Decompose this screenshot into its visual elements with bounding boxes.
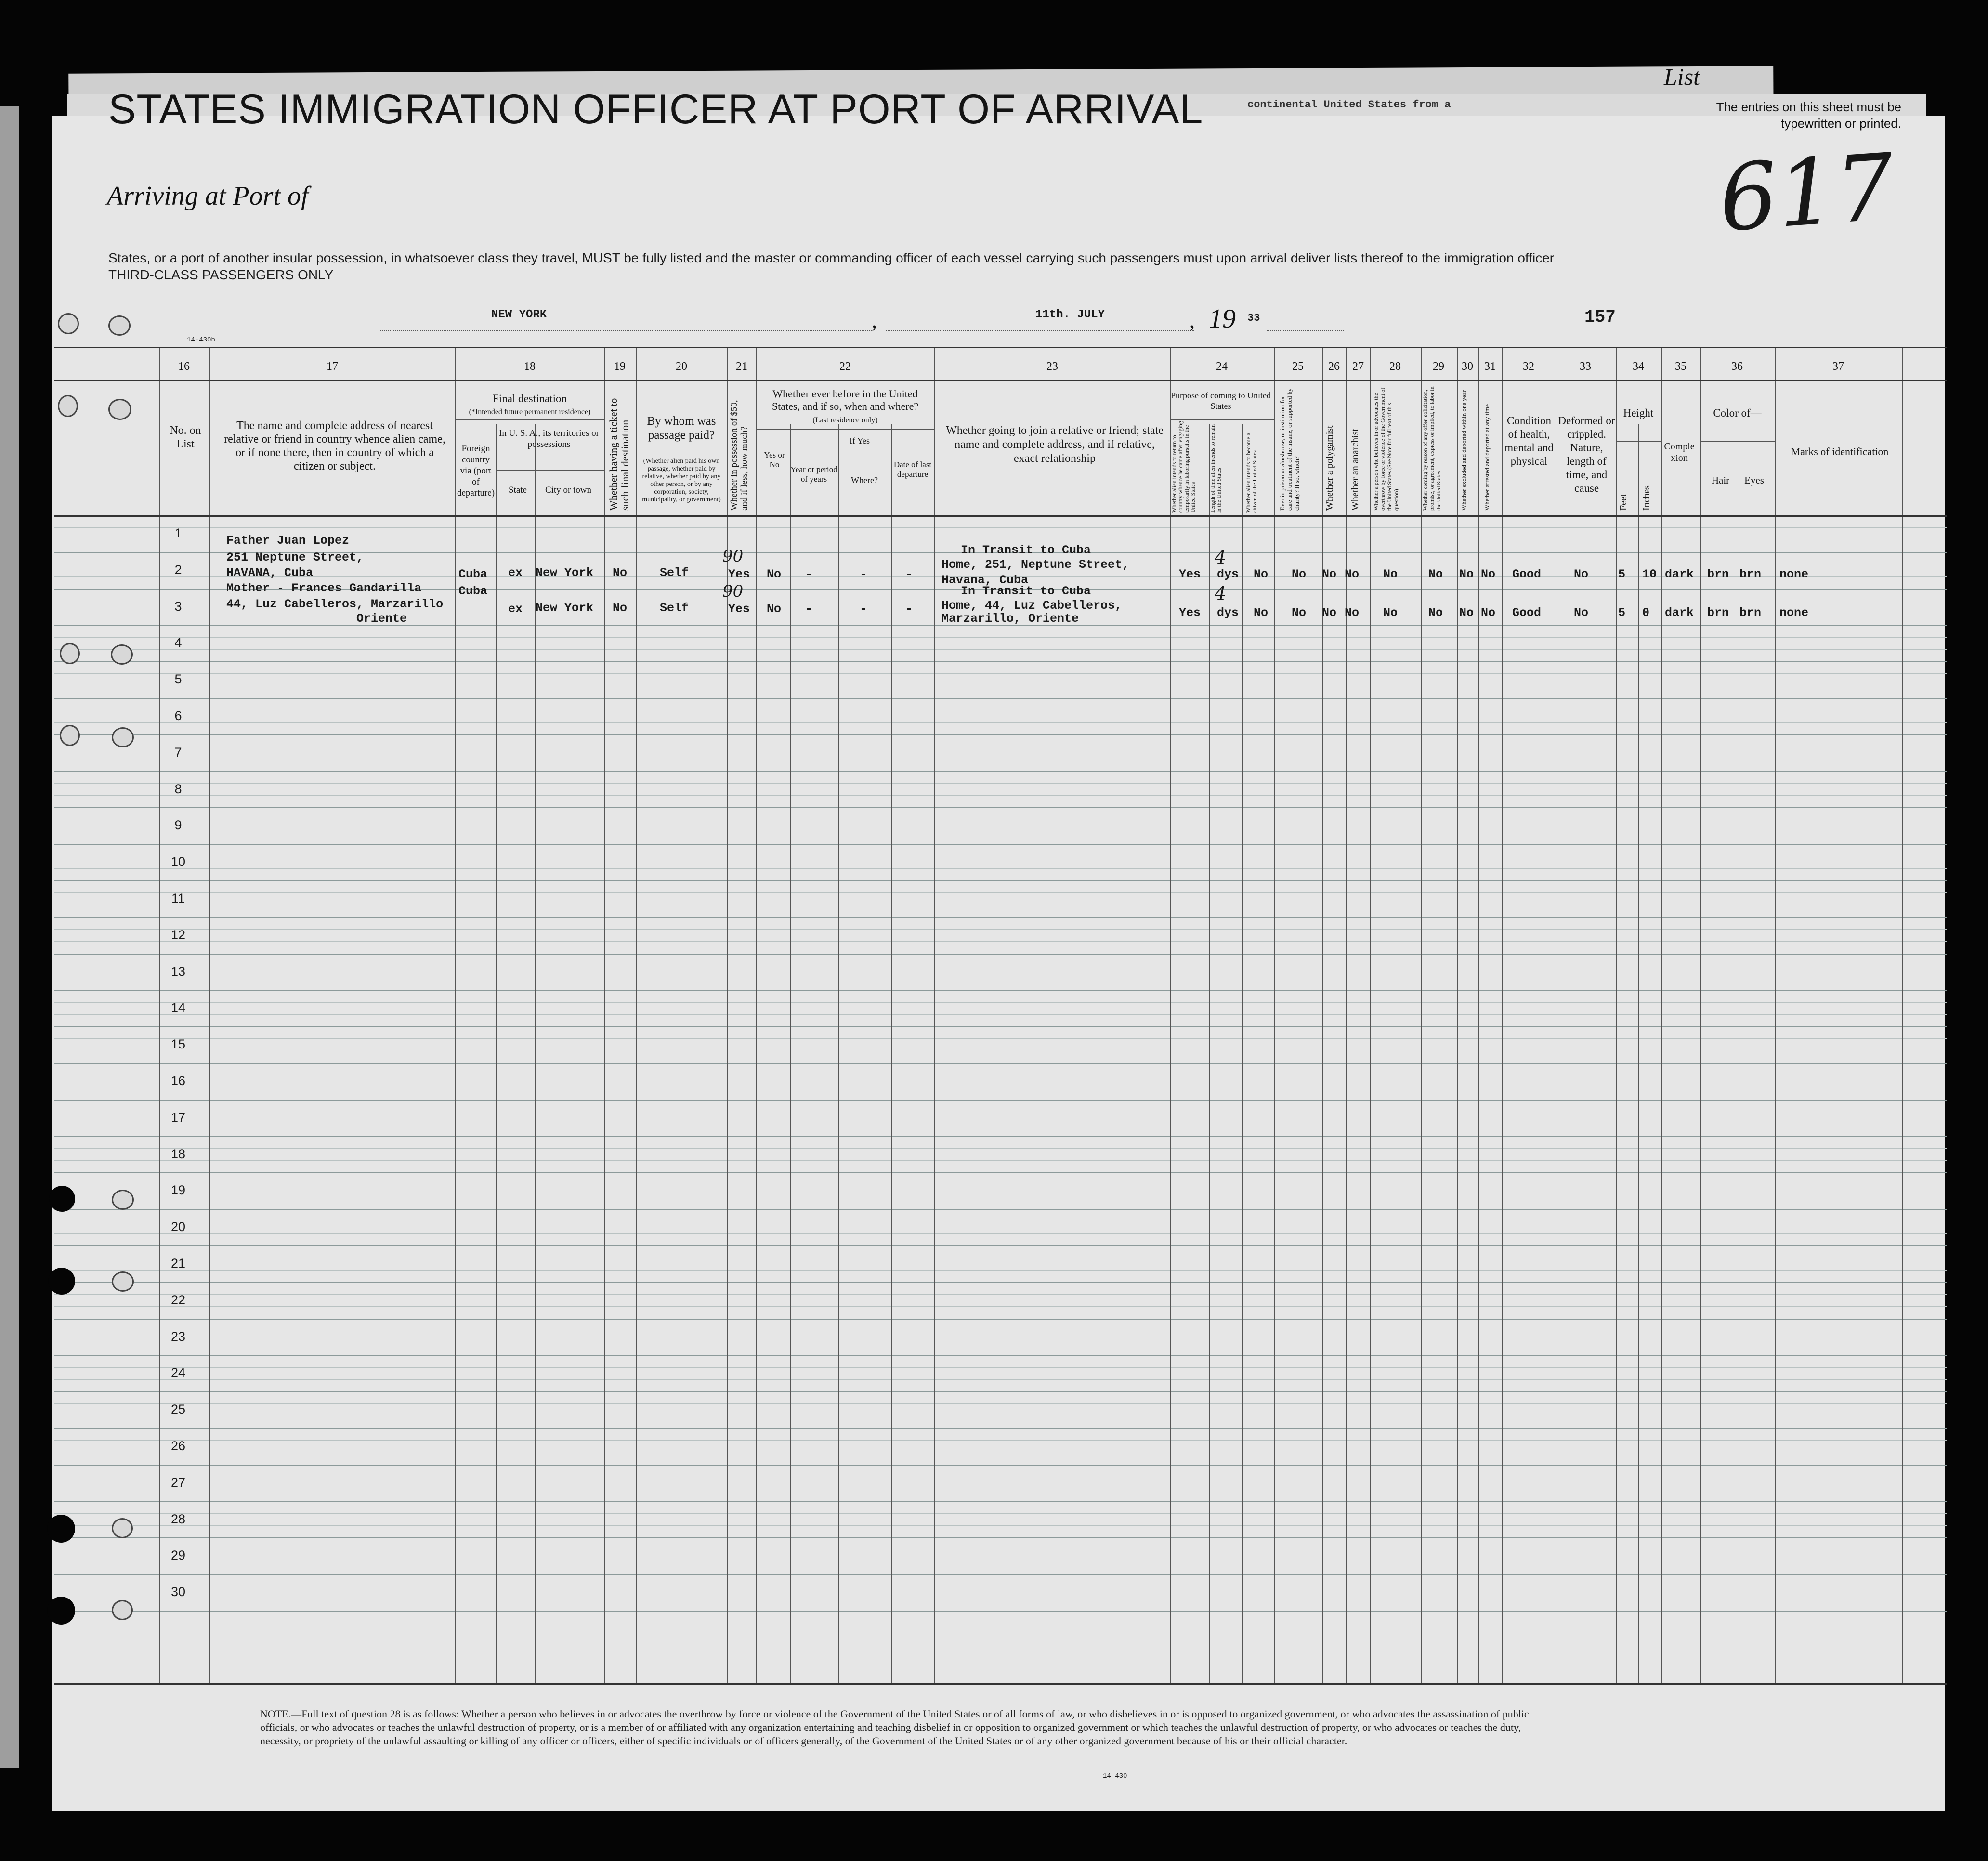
punch-hole [112,1271,134,1292]
punch-hole [112,1518,133,1538]
overthrow: No [1383,567,1398,581]
header-if-yes: If Yes [849,436,870,446]
subheader-divider [496,470,604,471]
header-hair: Hair [1711,474,1730,486]
column-divider [1242,424,1243,1683]
column-number: 18 [524,360,536,373]
column-divider [1346,347,1347,1683]
header-polygamist: Whether a polygamist [1324,425,1335,511]
header-marks: Marks of identification [1791,446,1889,458]
header-date-departure: Date of last departure [893,460,932,479]
punch-hole [60,725,80,746]
where: - [860,602,867,616]
row-number: 30 [170,1585,186,1599]
column-divider [1421,347,1422,1683]
typewritten-notice: The entries on this sheet must be typewritten or printed. [1716,100,1901,131]
header-deformed: Deformed or crippled. Nature, length of time, and cause [1558,415,1615,494]
row-number: 4 [174,635,182,650]
punch-hole [60,643,80,664]
joining-line2: Home, 251, Neptune Street, [942,558,1130,572]
relative-city: Oriente [356,612,407,626]
page-number: 157 [1584,307,1616,327]
health: Good [1512,567,1542,581]
header-in-usa: In U. S. A., its territories or possessions [499,428,599,449]
subheader-divider [756,429,934,430]
column-divider [1478,347,1479,1683]
header-feet: Feet [1618,494,1629,511]
column-number: 29 [1433,360,1444,373]
header-overthrow: Whether a person who believes in or advocates the overthrow by force or violence of the Government of the United States (See Note for full text of this question) [1373,387,1399,511]
row-number: 3 [174,599,182,614]
ruled-line [54,1513,1947,1514]
row-number: 9 [174,818,182,833]
deformed: No [1574,567,1589,581]
ever-in-us: No [767,567,782,581]
column-divider [496,424,497,1683]
height-inches: 0 [1642,606,1650,620]
column-number: 36 [1731,360,1743,373]
health: Good [1512,606,1542,620]
row-number: 12 [170,927,186,942]
length-stay: dys [1217,606,1239,620]
header-money: Whether in possession of $50, and if less, how much? [729,400,749,511]
polygamist: No [1322,606,1337,620]
row-number: 25 [170,1402,186,1417]
ruled-line [54,698,1947,699]
ruled-line [54,783,1947,784]
polygamist: No [1322,567,1337,581]
column-divider [455,347,456,1683]
header-yes-no: Yes or No [764,450,785,469]
list-number-handwritten: 617 [1715,133,1897,252]
header-prison: Ever in prison or almshouse, or institution for care and treatment of the insane, or supported by charity? If so, which? [1279,388,1300,511]
passage-paid: Self [660,566,689,580]
ruled-line [54,1428,1947,1429]
ruled-line [54,1501,1947,1502]
ruled-line [54,1172,1947,1173]
column-divider [1700,347,1701,1683]
relative-street: 44, Luz Cabelleros, Marzarillo [226,597,444,611]
instruction-line: States, or a port of another insular possession, in whatsoever class they travel, MUST be fully listed and the master or commanding officer of each vessel carrying such passengers must upon arrival deliver lists thereof to the immigration officer [108,250,1555,265]
arrested: No [1481,567,1496,581]
punch-hole [49,1186,75,1212]
header-complexion: Complexion [1664,441,1695,463]
ruled-line [54,1270,1947,1271]
ruled-line [54,771,1947,772]
punch-hole [58,313,79,334]
column-number: 24 [1216,360,1228,373]
subheader-divider [1700,441,1775,442]
joining-line3: Marzarillo, Oriente [942,612,1079,626]
city: New York [536,566,594,580]
eye-color: brn [1740,567,1762,581]
ruled-line [54,1306,1947,1307]
year: - [805,602,813,616]
column-divider [1638,424,1639,1683]
ruled-line [54,637,1947,638]
punch-hole [48,1268,75,1295]
column-number: 20 [676,360,687,373]
year: - [805,567,813,581]
column-divider [1370,347,1371,1683]
punch-hole [108,399,131,420]
row-number: 29 [170,1548,186,1563]
passage-paid: Self [660,601,689,615]
comma-2: , [1190,309,1195,332]
city: New York [536,601,594,615]
money-handwritten: 90 [722,582,744,601]
ruled-line [54,1319,1947,1320]
ruled-line [54,527,1947,528]
ruled-line [54,1355,1947,1356]
table-bottom-border [54,1683,1947,1685]
column-divider [790,424,791,1683]
ruled-line [54,1525,1947,1526]
row-number: 28 [170,1511,186,1526]
row-number: 16 [170,1074,186,1088]
port-line [380,330,872,331]
header-purpose: Purpose of coming to United States [1171,391,1271,411]
anarchist: No [1345,567,1360,581]
ruled-line [54,844,1947,845]
joining-line2: Home, 44, Luz Cabelleros, [942,599,1123,613]
column-divider [1902,347,1903,1683]
relative-name: Mother - Frances Gandarilla [226,581,422,595]
ruled-line [54,1063,1947,1064]
ruled-line [54,1294,1947,1295]
money: Yes [728,567,750,581]
ruled-line [54,1440,1947,1441]
citizen-intent: No [1254,606,1269,620]
column-number: 26 [1328,360,1340,373]
header-citizen-intent: Whether alien intends to become a citizen of the United States [1245,432,1258,513]
ruled-line [54,1002,1947,1003]
punch-hole [58,395,78,417]
header-final-destination-note: (*Intended future permanent residence) [469,408,591,416]
hair-color: brn [1707,606,1729,620]
row-number: 27 [170,1475,186,1490]
column-number: 19 [614,360,626,373]
punch-hole [47,1597,75,1625]
row-number: 8 [174,781,182,796]
ruled-line [54,1611,1947,1612]
column-number: 30 [1462,360,1473,373]
header-offer: Whether coming by reason of any offer, solicitation, promise, or agreement, express or implied, to labor in the United States [1422,386,1442,511]
ruled-line [54,1391,1947,1392]
return-intent: Yes [1179,567,1201,581]
money: Yes [728,602,750,616]
column-divider [838,424,839,1683]
column-divider [1616,347,1617,1683]
column-number: 16 [178,360,190,373]
header-city: City or town [545,485,592,495]
column-number: 31 [1484,360,1496,373]
header-no-on-list: No. on List [170,424,201,450]
column-number: 28 [1389,360,1401,373]
column-number-border [54,380,1947,381]
year-line [1267,330,1344,331]
column-divider [604,347,605,1683]
comma: , [872,309,877,332]
arrested: No [1481,606,1496,620]
header-bottom-border [54,515,1947,517]
ruled-line [54,661,1947,662]
ruled-line [54,795,1947,796]
punch-hole [112,1190,134,1210]
column-number: 21 [736,360,747,373]
ruled-line [54,1403,1947,1404]
header-relative-address: The name and complete address of nearest relative or friend in country whence alien came, or if none there, then in country of which a citizen or subject. [224,419,445,472]
prison: No [1292,606,1307,620]
column-divider [636,347,637,1683]
relative-street: 251 Neptune Street, [226,550,364,564]
ruled-line [54,917,1947,918]
header-passage-paid-note: (Whether alien paid his own passage, whether paid by relative, whether paid by any other person, or by any corporation, society, municipality, or government) [642,458,721,503]
ruled-line [54,1233,1947,1234]
column-divider [934,347,935,1683]
ruled-line [54,807,1947,808]
row-number: 2 [174,562,182,577]
class-line: THIRD-CLASS PASSENGERS ONLY [108,267,334,282]
column-divider [1209,424,1210,1683]
offer: No [1428,567,1443,581]
row-number: 13 [170,964,186,979]
ruled-line [54,1367,1947,1368]
form-code-top: 14-430b [187,336,215,344]
height-feet: 5 [1618,567,1626,581]
header-last-residence: (Last residence only) [812,416,878,424]
ruled-line [54,880,1947,881]
column-number: 34 [1633,360,1644,373]
date-departure: - [905,602,913,616]
form-code-bottom: 14—430 [1103,1772,1127,1780]
ruled-line [54,954,1947,955]
row-number: 1 [174,526,182,540]
row-number: 14 [170,1000,186,1015]
column-divider [159,347,160,1683]
length-stay: dys [1217,567,1239,581]
column-divider [209,347,210,1683]
question-28-note: NOTE.—Full text of question 28 is as follows: Whether a person who believes in or advocates the overthrow by force or violence of the Government of the United States or of all forms of law, or who disbelieves in or is opposed to organized government, or who advocates the assassination of public officials, or who advocates or teaches the unlawful destruction of property, or is a member of or affiliated with any organization entertaining and teaching disbelief in or opposition to organized government or which teaches the unlawful destruction of property, or who advocates or teaches the duty, necessity, or propriety of the unlawful assaulting or killing of any officer or officers, either of specific individuals or of officers generally, of the Government of the United States or of any other organized government because of his or their official character. [260,1708,1529,1747]
row-number: 22 [170,1292,186,1307]
header-arrested: Whether arrested and deported at any time [1483,404,1491,511]
punch-hole [112,727,134,747]
column-divider [1775,347,1776,1683]
ruled-line [54,1245,1947,1246]
row-number: 11 [171,891,185,905]
header-anarchist: Whether an anarchist [1350,429,1360,511]
header-where: Where? [851,475,878,485]
overthrow: No [1383,606,1398,620]
row-number: 10 [170,854,186,869]
state: ex [508,566,523,580]
header-inches: Inches [1641,485,1652,511]
length-handwritten: 4 [1215,583,1227,604]
state: ex [508,602,523,616]
marks: none [1779,567,1809,581]
table-top-border [54,347,1947,348]
header-height: Height [1623,407,1654,419]
complexion: dark [1665,606,1694,620]
row-number: 23 [170,1329,186,1344]
ruled-line [54,892,1947,893]
money-handwritten: 90 [722,547,744,566]
ruled-line [54,734,1947,735]
adjacent-page-edge [0,106,19,1768]
date-line [886,330,1194,331]
year-prefix: 19 [1209,304,1236,334]
deformed: No [1574,606,1589,620]
ruled-line [54,1026,1947,1027]
ruled-line [54,673,1947,674]
length-handwritten: 4 [1215,547,1227,568]
relative-name: Father Juan Lopez [226,534,350,548]
anarchist: No [1345,606,1360,620]
excluded: No [1459,567,1474,581]
column-number: 35 [1675,360,1687,373]
header-ticket: Whether having a ticket to such final destination [607,398,631,511]
punch-hole [111,644,133,665]
row-number: 24 [170,1365,186,1380]
header-health: Condition of health, mental and physical [1504,415,1554,467]
column-divider [1274,347,1275,1683]
ruled-line [54,1160,1947,1161]
offer: No [1428,606,1443,620]
column-divider [1502,347,1503,1683]
column-number: 22 [839,360,851,373]
punch-hole [108,315,131,336]
relative-city: HAVANA, Cuba [226,566,314,580]
row-number: 26 [170,1439,186,1453]
header-eyes: Eyes [1744,474,1764,486]
marks: none [1779,606,1809,620]
where: - [860,567,867,581]
header-ever-in-us: Whether ever before in the United States, and if so, when and where? [772,388,919,412]
ruled-line [54,929,1947,930]
citizen-intent: No [1254,567,1269,581]
joining-line1: In Transit to Cuba [961,584,1091,598]
ruled-line [54,649,1947,650]
column-number: 33 [1580,360,1591,373]
header-return-intent: Whether alien intends to return to country whence he came after engaging temporarily in laboring pursuits in the United States [1171,421,1196,513]
underlying-sheet-text: continental United States from a [1247,99,1451,111]
height-feet: 5 [1618,606,1626,620]
ruled-line [54,1282,1947,1283]
ruled-line [54,1537,1947,1538]
row-number: 5 [174,672,182,687]
ruled-line [54,1465,1947,1466]
page-title: STATES IMMIGRATION OFFICER AT PORT OF ARRIVAL [108,86,1203,132]
excluded: No [1459,606,1474,620]
column-number: 17 [327,360,338,373]
column-divider [1170,347,1171,1683]
column-divider [756,347,757,1683]
row-number: 19 [170,1183,186,1198]
row-number: 6 [174,708,182,723]
eye-color: brn [1740,606,1762,620]
ruled-line [54,1136,1947,1137]
column-divider [891,424,892,1683]
ruled-line [54,990,1947,991]
joining-line3: Havana, Cuba [942,573,1029,587]
complexion: dark [1665,567,1694,581]
subheader-divider [455,419,604,420]
ruled-line [54,1100,1947,1101]
header-passage-paid: By whom was passage paid? [647,415,716,442]
row-number: 21 [170,1256,186,1271]
header-final-destination: Final destination [493,393,567,405]
ruled-line [54,1379,1947,1380]
foreign-country: Cuba [458,584,488,598]
port-value: NEW YORK [491,308,547,321]
header-state: State [509,485,527,495]
ruled-line [54,1148,1947,1149]
ticket: No [613,601,628,615]
joining-line1: In Transit to Cuba [961,543,1091,557]
column-number: 23 [1046,360,1058,373]
hair-color: brn [1707,567,1729,581]
subheader-divider [1616,441,1661,442]
ruled-line [54,1038,1947,1039]
ruled-line [54,722,1947,723]
row-number: 18 [170,1146,186,1161]
punch-hole [47,1515,75,1543]
list-label: List [1664,63,1700,90]
row-number: 15 [170,1037,186,1052]
ruled-line [54,1209,1947,1210]
ruled-line [54,1014,1947,1015]
date-departure: - [905,567,913,581]
row-number: 20 [170,1219,186,1234]
header-foreign-country: Foreign country via (port of departure) [457,444,495,498]
column-divider [1457,347,1458,1683]
prison: No [1292,567,1307,581]
punch-hole [112,1600,133,1620]
ruled-line [54,1574,1947,1575]
date-value: 11th. JULY [1035,308,1105,321]
column-number: 27 [1352,360,1364,373]
column-number: 37 [1832,360,1844,373]
column-divider [1661,347,1662,1683]
header-excluded: Whether excluded and deported within one year [1460,390,1467,511]
header-year: Year or period of years [790,465,837,484]
height-inches: 10 [1642,567,1657,581]
arriving-label: Arriving at Port of [107,181,309,211]
header-length-stay: Length of time alien intends to remain in the United States [1209,424,1222,513]
column-number: 25 [1292,360,1304,373]
row-number: 17 [170,1110,186,1125]
ever-in-us: No [767,602,782,616]
row-number: 7 [174,745,182,760]
ruled-line [54,868,1947,869]
year-suffix: 33 [1247,312,1260,324]
ticket: No [613,566,628,580]
header-color-of: Color of— [1713,407,1762,419]
column-divider [1322,347,1323,1683]
ruled-line [54,941,1947,942]
foreign-country: Cuba [458,567,488,581]
header-joining: Whether going to join a relative or friend; state name and complete address, and if relative, exact relationship [946,424,1164,465]
return-intent: Yes [1179,606,1201,620]
column-number: 32 [1523,360,1534,373]
